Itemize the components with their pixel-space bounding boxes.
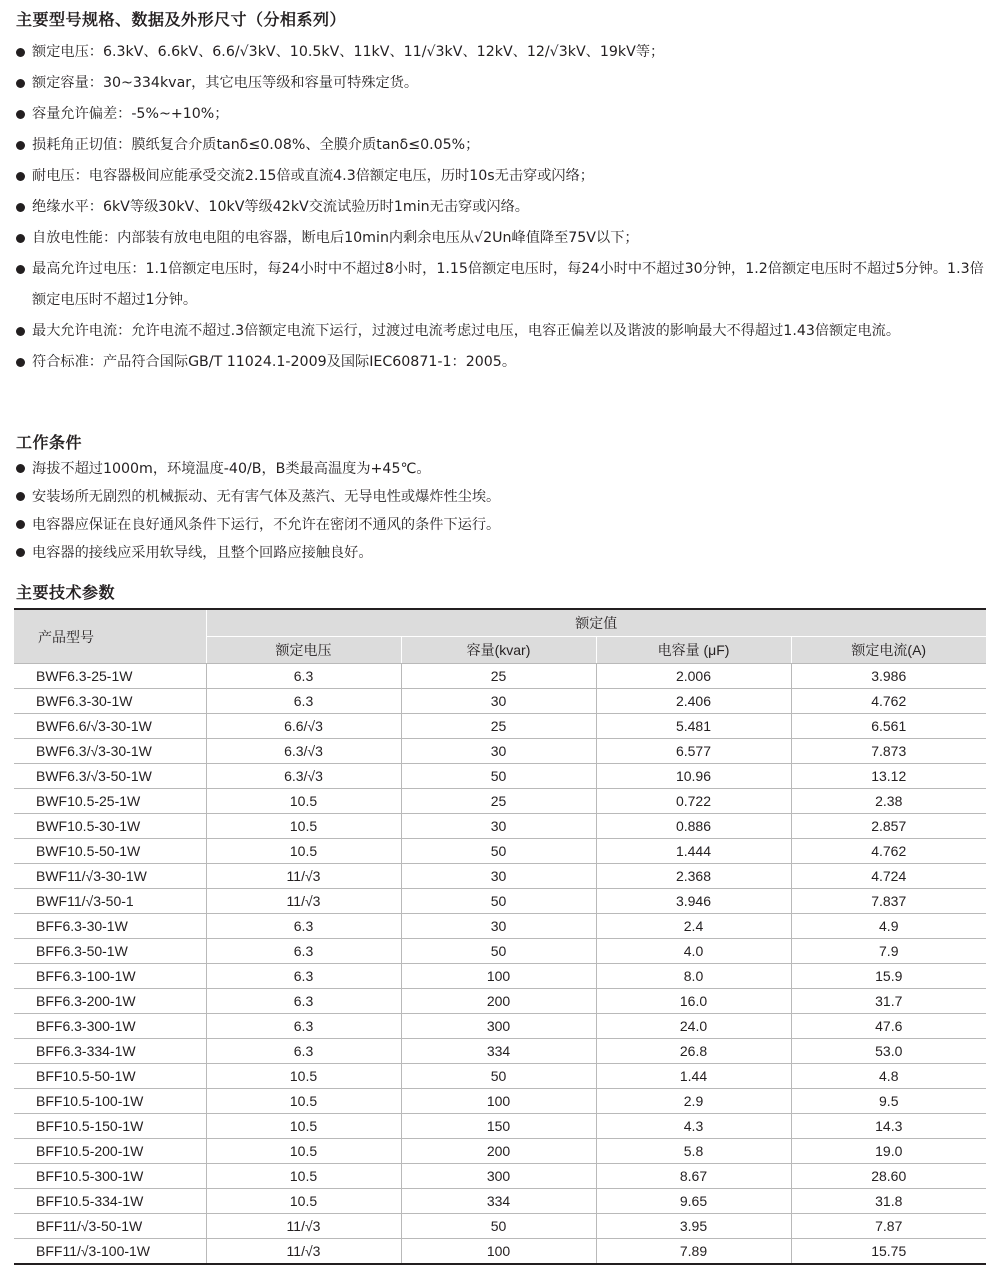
cell-voltage: 10.5 [206, 1189, 401, 1214]
cell-voltage: 6.3/√3 [206, 764, 401, 789]
cell-capacity: 300 [401, 1014, 596, 1039]
cell-current: 6.561 [791, 714, 986, 739]
cell-capacitance: 5.8 [596, 1139, 791, 1164]
cell-capacitance: 3.946 [596, 889, 791, 914]
section-title-conditions: 工作条件 [16, 433, 83, 452]
cell-capacitance: 2.4 [596, 914, 791, 939]
cell-capacity: 50 [401, 939, 596, 964]
cell-model: BWF11/√3-50-1 [14, 889, 206, 914]
cell-current: 9.5 [791, 1089, 986, 1114]
cell-current: 15.9 [791, 964, 986, 989]
table-row [14, 1114, 986, 1139]
bullet-item: 额定电压：6.3kV、6.6kV、6.6/√3kV、10.5kV、11kV、11/√3kV、12kV、12/√3kV、19kV等； [14, 37, 984, 68]
cell-capacity: 50 [401, 839, 596, 864]
bullet-item: 最高允许过电压：1.1倍额定电压时，每24小时中不超过8小时，1.15倍额定电压时，每24小时中不超过30分钟，1.2倍额定电压时不超过5分钟。1.3倍额定电压时不超过1分钟。 [14, 254, 984, 316]
cell-capacity: 334 [401, 1189, 596, 1214]
cell-capacity: 200 [401, 989, 596, 1014]
cell-voltage: 10.5 [206, 789, 401, 814]
conditions-bullet-list [14, 455, 984, 567]
table-row [14, 839, 986, 864]
cell-capacity: 50 [401, 889, 596, 914]
cell-voltage: 10.5 [206, 1064, 401, 1089]
table-row [14, 914, 986, 939]
cell-capacitance: 4.3 [596, 1114, 791, 1139]
bullet-item: 海拔不超过1000m，环境温度-40/B，B类最高温度为+45℃。 [14, 455, 984, 483]
table-row [14, 964, 986, 989]
cell-capacity: 25 [401, 789, 596, 814]
table-row [14, 1089, 986, 1114]
table-row [14, 1039, 986, 1064]
table-row [14, 1164, 986, 1189]
bullet-item: 符合标准：产品符合国际GB/T 11024.1-2009及国际IEC60871-1：2005。 [14, 347, 984, 378]
cell-voltage: 6.3 [206, 914, 401, 939]
cell-current: 15.75 [791, 1239, 986, 1265]
table-row [14, 789, 986, 814]
cell-voltage: 11/√3 [206, 889, 401, 914]
cell-current: 4.762 [791, 839, 986, 864]
cell-model: BWF10.5-30-1W [14, 814, 206, 839]
table-row [14, 689, 986, 714]
cell-capacity: 25 [401, 714, 596, 739]
cell-voltage: 6.3 [206, 964, 401, 989]
cell-capacity: 334 [401, 1039, 596, 1064]
cell-capacity: 30 [401, 914, 596, 939]
cell-capacity: 30 [401, 814, 596, 839]
cell-current: 31.7 [791, 989, 986, 1014]
bullet-item: 额定容量：30~334kvar，其它电压等级和容量可特殊定货。 [14, 68, 984, 99]
cell-model: BFF6.3-300-1W [14, 1014, 206, 1039]
cell-capacity: 150 [401, 1114, 596, 1139]
cell-voltage: 10.5 [206, 1114, 401, 1139]
cell-model: BWF10.5-50-1W [14, 839, 206, 864]
cell-capacitance: 1.444 [596, 839, 791, 864]
cell-model: BWF10.5-25-1W [14, 789, 206, 814]
cell-model: BFF10.5-100-1W [14, 1089, 206, 1114]
cell-voltage: 6.3 [206, 939, 401, 964]
cell-model: BFF10.5-300-1W [14, 1164, 206, 1189]
cell-current: 47.6 [791, 1014, 986, 1039]
cell-model: BFF11/√3-50-1W [14, 1214, 206, 1239]
specs-bullet-list [14, 37, 984, 378]
cell-capacity: 50 [401, 1064, 596, 1089]
cell-capacitance: 2.368 [596, 864, 791, 889]
cell-capacitance: 0.722 [596, 789, 791, 814]
cell-voltage: 6.3 [206, 664, 401, 689]
cell-model: BFF11/√3-100-1W [14, 1239, 206, 1265]
cell-capacitance: 9.65 [596, 1189, 791, 1214]
cell-capacitance: 3.95 [596, 1214, 791, 1239]
cell-capacity: 50 [401, 1214, 596, 1239]
table-row [14, 739, 986, 764]
parameters-table [14, 608, 986, 1265]
section-title-specs: 主要型号规格、数据及外形尺寸（分相系列） [16, 10, 347, 29]
cell-current: 7.837 [791, 889, 986, 914]
cell-capacity: 100 [401, 1089, 596, 1114]
cell-current: 2.857 [791, 814, 986, 839]
cell-capacitance: 26.8 [596, 1039, 791, 1064]
bullet-item: 自放电性能：内部装有放电电阻的电容器，断电后10min内剩余电压从√2Un峰值降至75V以下； [14, 223, 984, 254]
cell-model: BWF11/√3-30-1W [14, 864, 206, 889]
cell-voltage: 11/√3 [206, 1214, 401, 1239]
cell-capacitance: 2.406 [596, 689, 791, 714]
cell-capacity: 300 [401, 1164, 596, 1189]
table-row [14, 714, 986, 739]
cell-model: BFF10.5-50-1W [14, 1064, 206, 1089]
cell-current: 31.8 [791, 1189, 986, 1214]
cell-voltage: 6.3/√3 [206, 739, 401, 764]
cell-capacitance: 0.886 [596, 814, 791, 839]
table-row [14, 864, 986, 889]
table-row [14, 764, 986, 789]
cell-capacitance: 5.481 [596, 714, 791, 739]
cell-capacitance: 2.006 [596, 664, 791, 689]
cell-voltage: 11/√3 [206, 864, 401, 889]
cell-capacity: 100 [401, 964, 596, 989]
cell-current: 7.873 [791, 739, 986, 764]
cell-capacity: 25 [401, 664, 596, 689]
cell-voltage: 6.3 [206, 989, 401, 1014]
table-row [14, 1064, 986, 1089]
bullet-item: 最大允许电流：允许电流不超过.3倍额定电流下运行，过渡过电流考虑过电压，电容正偏差以及谐波的影响最大不得超过1.43倍额定电流。 [14, 316, 984, 347]
cell-voltage: 6.6/√3 [206, 714, 401, 739]
cell-model: BFF10.5-200-1W [14, 1139, 206, 1164]
cell-model: BFF10.5-334-1W [14, 1189, 206, 1214]
cell-capacity: 30 [401, 689, 596, 714]
cell-current: 7.9 [791, 939, 986, 964]
bullet-item: 损耗角正切值：膜纸复合介质tanδ≤0.08%、全膜介质tanδ≤0.05%； [14, 130, 984, 161]
cell-model: BWF6.3-30-1W [14, 689, 206, 714]
column-group-header: 额定值 [206, 609, 986, 637]
cell-model: BFF6.3-30-1W [14, 914, 206, 939]
cell-current: 4.762 [791, 689, 986, 714]
column-header-model: 产品型号 [14, 609, 206, 664]
cell-voltage: 6.3 [206, 1014, 401, 1039]
bullet-item: 电容器的接线应采用软导线，且整个回路应接触良好。 [14, 539, 984, 567]
cell-current: 4.8 [791, 1064, 986, 1089]
cell-model: BFF6.3-334-1W [14, 1039, 206, 1064]
cell-voltage: 6.3 [206, 689, 401, 714]
cell-voltage: 10.5 [206, 839, 401, 864]
cell-model: BFF6.3-200-1W [14, 989, 206, 1014]
cell-capacity: 100 [401, 1239, 596, 1265]
cell-current: 13.12 [791, 764, 986, 789]
table-row [14, 664, 986, 689]
table-row [14, 1014, 986, 1039]
cell-current: 4.9 [791, 914, 986, 939]
cell-voltage: 10.5 [206, 1089, 401, 1114]
bullet-item: 耐电压：电容器极间应能承受交流2.15倍或直流4.3倍额定电压，历时10s无击穿或闪络； [14, 161, 984, 192]
table-row [14, 814, 986, 839]
table-body [14, 664, 986, 1265]
cell-capacitance: 10.96 [596, 764, 791, 789]
cell-voltage: 10.5 [206, 1164, 401, 1189]
table-row [14, 1239, 986, 1265]
cell-model: BWF6.6/√3-30-1W [14, 714, 206, 739]
cell-capacitance: 7.89 [596, 1239, 791, 1265]
table-row [14, 889, 986, 914]
cell-capacity: 30 [401, 739, 596, 764]
section-title-parameters: 主要技术参数 [16, 583, 116, 602]
cell-current: 28.60 [791, 1164, 986, 1189]
cell-voltage: 10.5 [206, 814, 401, 839]
table-row [14, 1214, 986, 1239]
cell-capacitance: 4.0 [596, 939, 791, 964]
table-row [14, 989, 986, 1014]
cell-model: BFF6.3-50-1W [14, 939, 206, 964]
bullet-item: 电容器应保证在良好通风条件下运行，不允许在密闭不通风的条件下运行。 [14, 511, 984, 539]
cell-capacitance: 8.0 [596, 964, 791, 989]
cell-model: BFF6.3-100-1W [14, 964, 206, 989]
cell-capacity: 200 [401, 1139, 596, 1164]
cell-current: 14.3 [791, 1114, 986, 1139]
cell-voltage: 11/√3 [206, 1239, 401, 1265]
cell-voltage: 6.3 [206, 1039, 401, 1064]
cell-model: BWF6.3/√3-50-1W [14, 764, 206, 789]
column-header-current: 额定电流(A) [791, 637, 986, 664]
cell-current: 19.0 [791, 1139, 986, 1164]
cell-capacitance: 2.9 [596, 1089, 791, 1114]
cell-current: 2.38 [791, 789, 986, 814]
cell-capacity: 30 [401, 864, 596, 889]
cell-capacitance: 24.0 [596, 1014, 791, 1039]
cell-current: 7.87 [791, 1214, 986, 1239]
column-header-capacitance: 电容量 (μF) [596, 637, 791, 664]
cell-current: 3.986 [791, 664, 986, 689]
cell-current: 4.724 [791, 864, 986, 889]
cell-model: BFF10.5-150-1W [14, 1114, 206, 1139]
table-row [14, 1139, 986, 1164]
column-header-voltage: 额定电压 [206, 637, 401, 664]
cell-capacitance: 1.44 [596, 1064, 791, 1089]
table-row [14, 1189, 986, 1214]
bullet-item: 绝缘水平：6kV等级30kV、10kV等级42kV交流试验历时1min无击穿或闪络。 [14, 192, 984, 223]
cell-capacitance: 8.67 [596, 1164, 791, 1189]
cell-model: BWF6.3/√3-30-1W [14, 739, 206, 764]
table-row [14, 939, 986, 964]
cell-current: 53.0 [791, 1039, 986, 1064]
cell-capacity: 50 [401, 764, 596, 789]
cell-capacitance: 6.577 [596, 739, 791, 764]
bullet-item: 容量允许偏差：-5%~+10%； [14, 99, 984, 130]
cell-capacitance: 16.0 [596, 989, 791, 1014]
cell-voltage: 10.5 [206, 1139, 401, 1164]
cell-model: BWF6.3-25-1W [14, 664, 206, 689]
bullet-item: 安装场所无剧烈的机械振动、无有害气体及蒸汽、无导电性或爆炸性尘埃。 [14, 483, 984, 511]
column-header-capacity: 容量(kvar) [401, 637, 596, 664]
